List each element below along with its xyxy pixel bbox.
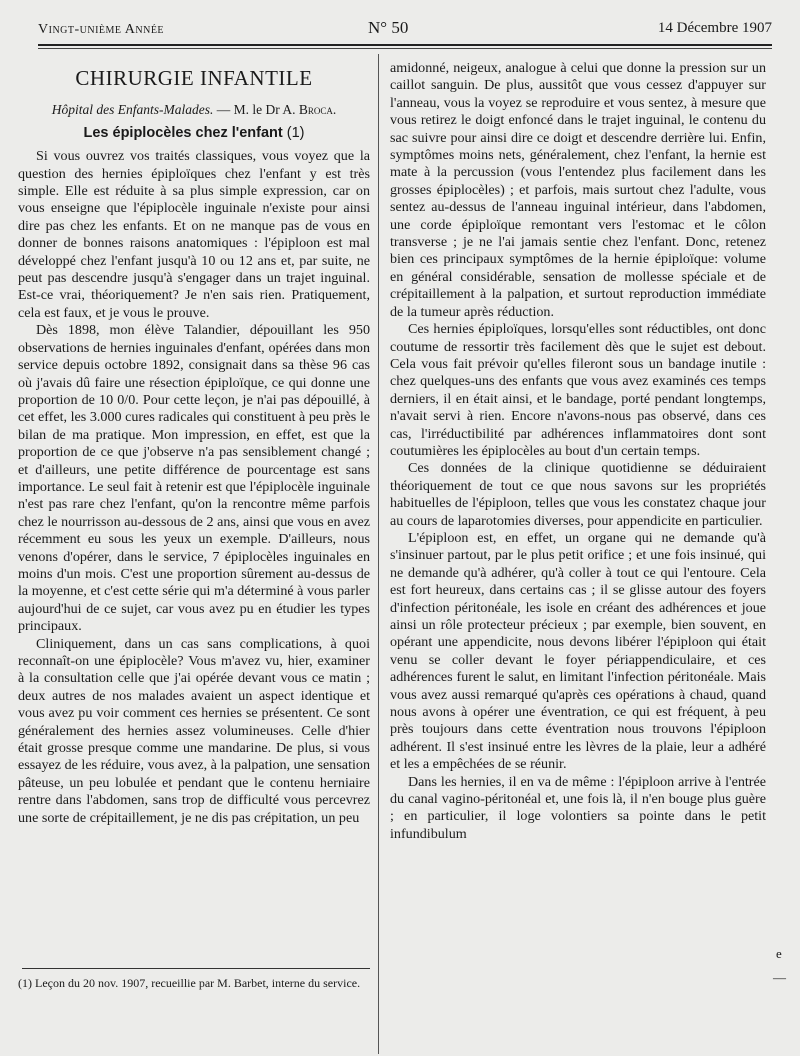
footnote: (1) Leçon du 20 nov. 1907, recueillie par M. Barbet, interne du service.: [18, 976, 361, 990]
header-date: 14 Décembre 1907: [657, 20, 772, 36]
footnote-reference: (1): [282, 124, 305, 141]
right-paragraph-5: Dans les hernies, il en va de même : l'épiploon arrive à l'entrée du canal vagino-péritonéal et, une fois là, il n'en bouge plus guère ; en particulier, il loge volontiers sa pointe dans le petit infundibulum: [390, 773, 766, 842]
right-paragraph-3: Ces données de la clinique quotidienne se déduiraient théoriquement de tout ce que nous savons sur les propriétés habituelles de l'épiploon, telles que vous les constatez chaque jour au cours de laparotomies diverses, pour appendicite en particulier.: [390, 460, 766, 529]
source-doctor: — M. le Dr A.: [213, 102, 299, 118]
page-header: [38, 18, 772, 42]
footnote-rule: [22, 968, 370, 969]
column-divider: [378, 54, 379, 1054]
source-author: Broca.: [298, 102, 337, 118]
left-column: [18, 58, 370, 827]
right-paragraph-1: amidonné, neigeux, analogue à celui que donne la pression sur un caillot sanguin. De plus, aussitôt que vous cessez d'appuyer sur l'anneau, vous la voyez se reproduire et vous sentez, à mesure que vous retirez le doigt enfoncé dans le trajet inguinal, le contenu du sac suivre pour ainsi dire ce doigt et descendre derrière lui. Enfin, symptômes moins nets, généralement, chez l'enfant, la hernie est mate à la percussion (vous l'entendez plus facilement dans les grosses épiplocèles) ; et parfois, mais surtout chez l'adulte, vous sentez au-dessus de l'anneau inguinal intérieur, dans l'abdomen, une corde épiploïque remontant vers l'estomac et le côlon transverse ; je ne l'ai jamais sentie chez l'enfant. Donc, retenez bien ces principaux symptômes de la hernie épiploïque: volume en général considérable, sensation de mollesse spéciale et de crépitaillement à la palpation, et surtout reproduction immédiate de la tumeur après réduction.: [390, 60, 766, 320]
right-paragraph-4: L'épiploon est, en effet, un organe qui ne demande qu'à s'insinuer partout, par le plus petit orifice ; et une fois insinué, qui ne demande qu'à adhérer, qu'à coller à tout ce qui l'entoure. Cela est fort heureux, dans certains cas ; il se glisse autour des foyers d'infection péritonéale, les isole en créant des adhérences et joue ainsi un rôle protecteur précieux ; par exemple, bien souvent, en opérant une appendicite, nous devons libérer l'épiploon qui était venu se coller devant le foyer périappendiculaire, et ces adhérences furent le salut, en limitant l'infection péritonéale. Mais vous avez aussi remarqué qu'après ces opérations à chaud, quand nous avons à opérer une éventration, ce qui est fréquent, à peu près toujours dans cette éventration nous trouvons l'épiploon adhérent. Il s'est insinué entre les lèvres de la plaie, leur a adhéré et les a empêchées de se réunir.: [390, 529, 766, 773]
header-rule-thin: [38, 48, 772, 49]
source-hospital: Hôpital des Enfants-Malades.: [51, 102, 214, 118]
header-issue-number: N° 50: [368, 18, 409, 37]
section-title: CHIRURGIE INFANTILE: [75, 66, 313, 90]
header-volume: Vingt-unième Année: [38, 22, 165, 37]
article-heading-text: Les épiplocèles chez l'enfant: [83, 124, 283, 141]
left-paragraph-3: Cliniquement, dans un cas sans complications, à quoi reconnaît-on une épiplocèle? Vous m'avez vu, hier, examiner à la consultation celle que j'ai opérée devant vous ce matin ; deux autres de nos malades avaient un aspect identique et vous avez pu voir comment ces hernies se présentent. Ce sont généralement des hernies assez volumineuses. Celle d'hier était grosse presque comme une mandarine. De plus, si vous essayez de les réduire, vous avez, à la palpation, une sensation pâteuse, un peu lobulée et pendant que le contenu herniaire rentre dans l'abdomen, sans trop de difficulté vous percevrez une sorte de crépitaillement, je ne dis pas crépitation, un peu: [18, 635, 370, 826]
left-paragraph-1: Si vous ouvrez vos traités classiques, vous voyez que la question des hernies épiploïques chez l'enfant y est très simple. Elle est réduite à sa plus simple expression, car on vous enseigne que l'épiplocèle inguinale n'existe pour ainsi dire pas chez les enfants. Et on ne manque pas de vous en donner de bonnes raisons anatomiques : l'épiploon est mal développé chez l'enfant jusqu'à 10 ou 12 ans et, par suite, ne peut pas descendre jusqu'à s'engager dans un trajet inguinal. Est-ce vrai, théoriquement? Je n'en sais rien. Pratiquement, cela est faux, et je vous le prouve.: [18, 148, 370, 321]
article-heading: [18, 125, 370, 142]
margin-letter: e: [776, 946, 782, 961]
article-source: [18, 101, 370, 118]
right-column: [390, 60, 766, 843]
right-paragraph-2: Ces hernies épiploïques, lorsqu'elles sont réductibles, ont donc coutume de ressortir très facilement dès que le sujet est debout. Cela vous fait prévoir qu'elles fileront sous un bandage inutile : chez quelques-uns des enfants que vous avez examinés ces temps derniers, il en était ainsi, et le bandage, porté pendant longtemps, n'avait servi à rien. Encore n'avons-nous pas observé, dans ces cas, l'irréductibilité par adhérences inflammatoires dont sont coutumières les épiplocèles au bout d'un certain temps.: [390, 321, 766, 459]
header-rule-thick: [38, 44, 772, 46]
left-paragraph-2: Dès 1898, mon élève Talandier, dépouillant les 950 observations de hernies inguinales d'enfant, opérées dans mon service depuis octobre 1892, consignait dans sa thèse 96 cas où j'avais dû faire une résection épiploïque, ce qui donne une proportion de 10 0/0. Pour cette leçon, je n'ai pas dépouillé, à cet effet, les 3.000 cures radicales qui constituent à peu près le bilan de ma pratique. Mon impression, en effet, est que la proportion de ce que j'observe n'a pas sensiblement changé ; et d'ailleurs, une petite différence de pourcentage est sans importance. Le seul fait à retenir est que l'épiplocèle inguinale n'est pas rare chez l'enfant, qu'on la rencontre même parfois chez le nourrisson au-dessous de 2 ans, ainsi que vous en avez récemment eu sous les yeux un exemple. D'ailleurs, nous venons d'opérer, dans le service, 7 épiplocèles inguinales en moins d'un mois. C'est une proportion sûrement au-dessus de la moyenne, et c'est cette série qui m'a déterminé à vous parler aujourd'hui de ce sujet, car vous avez pu en étudier les types principaux.: [18, 322, 370, 635]
margin-dash: —: [773, 970, 786, 985]
